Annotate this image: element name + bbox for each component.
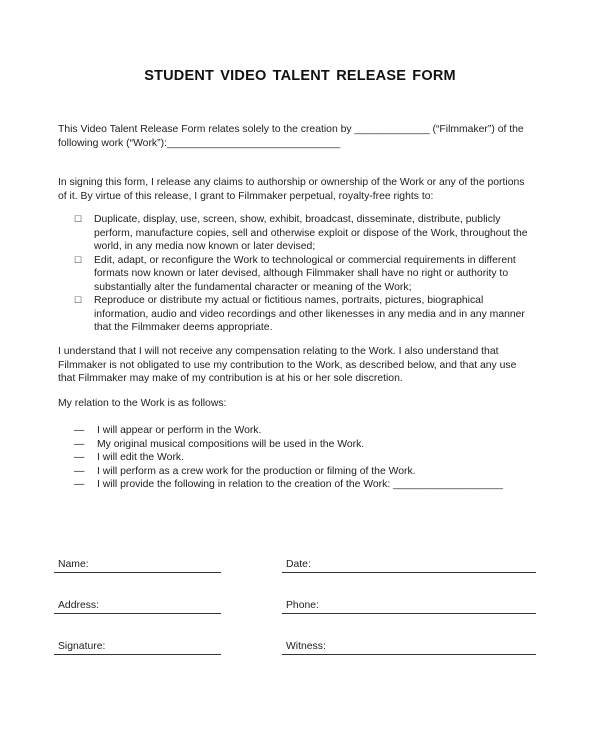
dash-icon: — bbox=[74, 438, 85, 450]
signature-label: Signature: bbox=[58, 641, 106, 652]
list-item bbox=[74, 478, 534, 492]
checkbox-icon: ☐ bbox=[74, 295, 83, 305]
list-item bbox=[74, 438, 534, 452]
list-item bbox=[74, 465, 534, 479]
phone-line bbox=[282, 613, 536, 614]
checkbox-icon: ☐ bbox=[74, 214, 83, 224]
witness-field[interactable] bbox=[282, 640, 536, 652]
dash-icon: — bbox=[74, 425, 85, 436]
list-item bbox=[74, 213, 530, 254]
phone-label: Phone: bbox=[286, 600, 319, 611]
name-label: Name: bbox=[58, 559, 89, 570]
grant-paragraph: In signing this form, I release any claims to authorship or ownership of the Work or any of the portions of it. By virtue of this release, I grant to Filmmaker perpetual, royalty-free rights to: bbox=[58, 177, 525, 202]
list-item bbox=[74, 451, 534, 465]
right-text: Duplicate, display, use, screen, show, exhibit, broadcast, disseminate, distribute, publicly perform, manufacture copies, sell and otherwise exploit or dispose of the Work, throughout the world, in any media now known or later devised; bbox=[94, 214, 528, 252]
witness-label: Witness: bbox=[286, 641, 326, 652]
name-line bbox=[54, 572, 221, 573]
date-label: Date: bbox=[286, 559, 311, 570]
witness-line bbox=[282, 654, 536, 655]
dash-icon: — bbox=[74, 465, 85, 477]
compensation-paragraph: I understand that I will not receive any compensation relating to the Work. I also understand that Filmmaker is not obligated to use my contribution to the Work, as described below, and that any use that Filmmaker may make of my contribution is at his or her sole discretion. bbox=[58, 346, 517, 384]
relation-text: I will edit the Work. bbox=[97, 452, 185, 463]
dash-icon: — bbox=[74, 452, 85, 463]
rights-list bbox=[74, 213, 530, 335]
right-text: Reproduce or distribute my actual or fictitious names, portraits, pictures, biographical information, audio and video recordings and other likenesses in any media and in any manner that the Filmmaker deems appropriate. bbox=[94, 295, 525, 333]
right-text: Edit, adapt, or reconfigure the Work to technological or commercial requirements in different formats now known or later devised, although Filmmaker shall have no right or authority to substantially alter the fundamental character or meaning of the Work; bbox=[94, 254, 516, 293]
intro-paragraph: This Video Talent Release Form relates solely to the creation by _____________ (“Filmmaker”) of the following work (“Work”):______________________________ bbox=[58, 124, 524, 149]
date-field[interactable] bbox=[282, 558, 536, 570]
address-line bbox=[54, 613, 221, 614]
relation-text: I will provide the following in relation to the creation of the Work: ___________________ bbox=[97, 479, 503, 490]
list-item bbox=[74, 254, 530, 295]
relation-text: I will appear or perform in the Work. bbox=[97, 425, 262, 436]
list-item bbox=[74, 294, 530, 335]
relations-list bbox=[74, 424, 534, 492]
list-item bbox=[74, 424, 534, 438]
relation-text: I will perform as a crew work for the production or filming of the Work. bbox=[97, 465, 416, 477]
phone-field[interactable] bbox=[282, 599, 536, 611]
date-line bbox=[282, 572, 536, 573]
dash-icon: — bbox=[74, 479, 85, 490]
name-field[interactable] bbox=[54, 558, 221, 570]
form-title: STUDENT VIDEO TALENT RELEASE FORM bbox=[144, 68, 456, 84]
relation-intro: My relation to the Work is as follows: bbox=[58, 398, 227, 409]
address-label: Address: bbox=[58, 600, 100, 611]
address-field[interactable] bbox=[54, 599, 221, 611]
relation-text: My original musical compositions will be used in the Work. bbox=[97, 438, 365, 450]
checkbox-icon: ☐ bbox=[74, 254, 83, 265]
signature-field[interactable] bbox=[54, 640, 221, 652]
signature-line bbox=[54, 654, 221, 655]
